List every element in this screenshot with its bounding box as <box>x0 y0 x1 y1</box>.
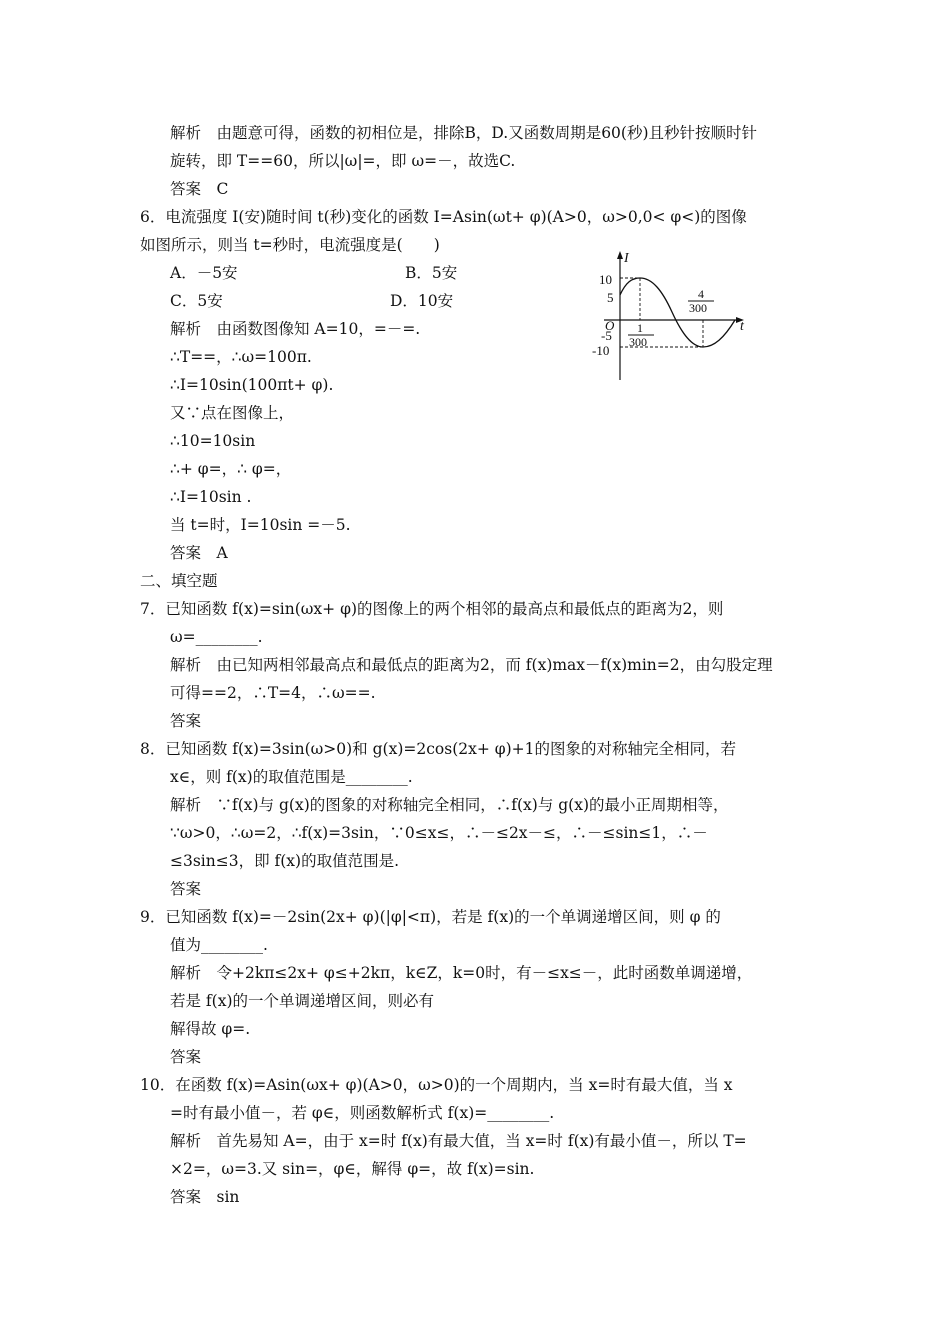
q6-analysis-line: ∴I=10sin . <box>170 488 252 506</box>
q9-analysis-line3: 解得故 φ=. <box>170 1020 251 1038</box>
q5-answer: 答案 C <box>170 180 229 198</box>
q5-analysis-line1: 解析 由题意可得，函数的初相位是，排除B，D.又函数周期是60(秒)且秒针按顺时针 <box>170 124 758 142</box>
origin-label: O <box>605 318 615 333</box>
q9-answer: 答案 <box>170 1048 202 1066</box>
q6-stem-line2: 如图所示，则当 t=秒时，电流强度是( ) <box>140 236 440 254</box>
q5-analysis-line2: 旋转，即 T==60，所以|ω|=，即 ω=－，故选C. <box>170 152 516 170</box>
q8-answer: 答案 <box>170 880 202 898</box>
q8-analysis-line3: ≤3sin≤3，即 f(x)的取值范围是. <box>170 852 400 870</box>
q7-stem-line1: 7．已知函数 f(x)=sin(ωx+ φ)的图像上的两个相邻的最高点和最低点的距离为2，则 <box>140 600 724 618</box>
q6-answer: 答案 A <box>170 544 228 562</box>
q10-answer: 答案 sin <box>170 1188 240 1206</box>
q7-answer: 答案 <box>170 712 202 730</box>
q6-analysis-line: ∴I=10sin(100πt+ φ). <box>170 376 334 394</box>
vertical-axis-arrow <box>617 251 623 259</box>
q7-analysis-line2: 可得==2，∴T=4，∴ω==. <box>170 684 376 702</box>
fraction-1-numerator: 1 <box>637 321 643 335</box>
q8-analysis-line1: 解析 ∵f(x)与 g(x)的图象的对称轴完全相同，∴f(x)与 g(x)的最小正周期相等， <box>170 796 729 814</box>
q6-option-b: B．5安 <box>405 264 458 282</box>
section-heading: 二、填空题 <box>140 572 218 590</box>
q7-stem-line2: ω=________. <box>170 628 263 646</box>
axis-label-t: t <box>740 319 744 334</box>
q6-analysis-line: 解析 由函数图像知 A=10，=－=. <box>170 320 421 338</box>
fraction-2-denominator: 300 <box>689 301 707 315</box>
q8-stem-line2: x∈，则 f(x)的取值范围是________. <box>170 768 413 786</box>
q9-stem-line2: 值为________. <box>170 936 268 954</box>
q6-stem-line1: 6．电流强度 I(安)随时间 t(秒)变化的函数 I=Asin(ωt+ φ)(A>0，ω>0,0< φ<)的图像 <box>140 208 747 226</box>
q6-option-c: C．5安 <box>170 292 223 310</box>
fraction-1-denominator: 300 <box>629 335 647 349</box>
q10-analysis-line1: 解析 首先易知 A=，由于 x=时 f(x)有最大值，当 x=时 f(x)有最小值－，所以 T= <box>170 1132 747 1150</box>
tick-label-neg10: -10 <box>592 343 610 358</box>
q6-option-d: D．10安 <box>390 292 454 310</box>
q9-analysis-line1: 解析 令+2kπ≤2x+ φ≤+2kπ，k∈Z，k=0时，有－≤x≤－，此时函数单调递增， <box>170 964 753 982</box>
tick-label-neg5: -5 <box>601 328 612 343</box>
current-sine-graph <box>590 250 760 385</box>
q10-stem-line2: =时有最小值－，若 φ∈，则函数解析式 f(x)=________. <box>170 1104 555 1122</box>
q6-analysis-line: 又∵点在图像上， <box>170 404 295 422</box>
axis-label-i: I <box>624 251 629 266</box>
q6-analysis-line: ∴10=10sin <box>170 432 256 450</box>
q6-analysis-line: 当 t=时，I=10sin =－5. <box>170 516 351 534</box>
q6-analysis-line: ∴T==，∴ω=100π. <box>170 348 312 366</box>
q8-analysis-line2: ∵ω>0，∴ω=2，∴f(x)=3sin，∵0≤x≤，∴－≤2x－≤，∴－≤sin≤1，∴－ <box>170 824 708 842</box>
q7-analysis-line1: 解析 由已知两相邻最高点和最低点的距离为2，而 f(x)max－f(x)min=2，由勾股定理 <box>170 656 773 674</box>
fraction-2-numerator: 4 <box>698 287 704 301</box>
q9-stem-line1: 9．已知函数 f(x)=－2sin(2x+ φ)(|φ|<π)，若是 f(x)的一个单调递增区间，则 φ 的 <box>140 908 721 926</box>
q10-analysis-line2: ×2=，ω=3.又 sin=，φ∈，解得 φ=，故 f(x)=sin. <box>170 1160 535 1178</box>
q9-analysis-line2: 若是 f(x)的一个单调递增区间，则必有 <box>170 992 435 1010</box>
q10-stem-line1: 10．在函数 f(x)=Asin(ωx+ φ)(A>0，ω>0)的一个周期内，当 x=时有最大值，当 x <box>140 1076 733 1094</box>
q8-stem-line1: 8．已知函数 f(x)=3sin(ω>0)和 g(x)=2cos(2x+ φ)+1的图象的对称轴完全相同，若 <box>140 740 737 758</box>
tick-label-10: 10 <box>599 272 612 287</box>
tick-label-5: 5 <box>607 290 614 305</box>
q6-analysis-line: ∴+ φ=，∴ φ=， <box>170 460 292 478</box>
q6-option-a: A．－5安 <box>170 264 238 282</box>
